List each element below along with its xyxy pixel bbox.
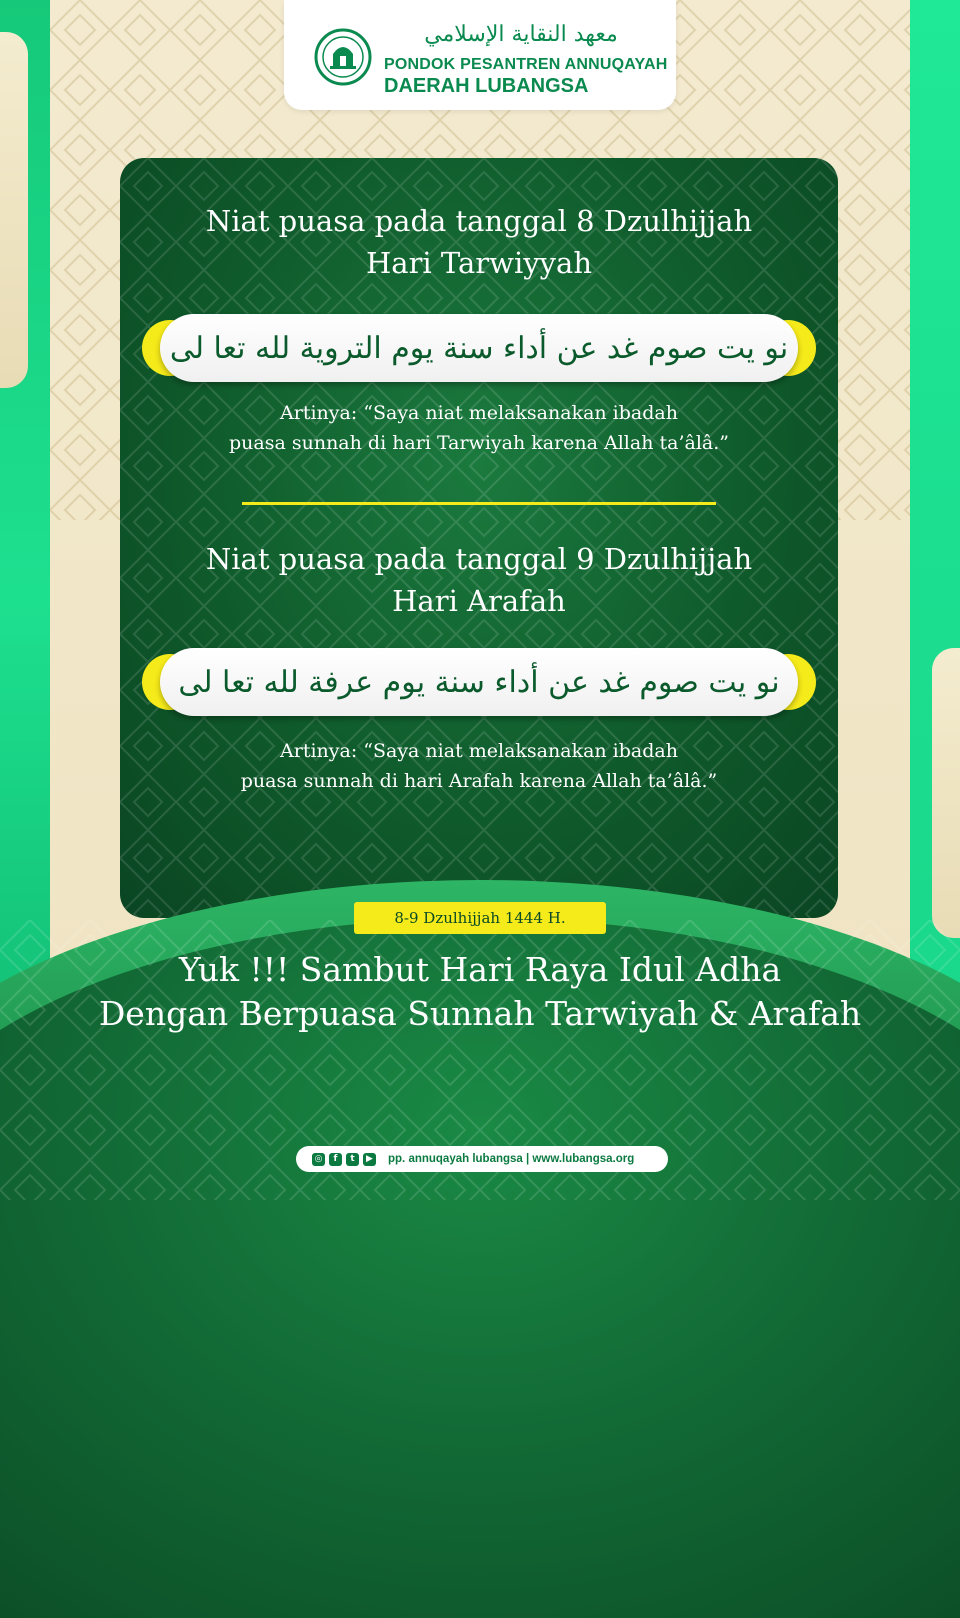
twitter-icon[interactable]: t	[346, 1153, 359, 1166]
facebook-icon[interactable]: f	[329, 1153, 342, 1166]
section2-meaning-line1: Artinya: “Saya niat melaksanakan ibadah	[280, 740, 678, 762]
section-divider	[242, 502, 716, 505]
left-side-tab	[0, 32, 28, 388]
footer-bar	[296, 1146, 668, 1172]
youtube-icon[interactable]: ▶	[363, 1153, 376, 1166]
section1-meaning	[120, 398, 838, 458]
promo-line2: Dengan Berpuasa Sunnah Tarwiyah & Arafah	[98, 994, 862, 1033]
section1-meaning-line2: puasa sunnah di hari Tarwiyah karena Allah ta’âlâ.”	[229, 432, 729, 454]
section1-arabic-text: نو يت صوم غد عن أداء سنة يوم التروية لله تعا لى	[169, 330, 789, 366]
instagram-icon[interactable]: ◎	[312, 1153, 325, 1166]
section2-pill-body	[160, 648, 798, 716]
section2-arabic-pill	[142, 648, 816, 716]
promo-headline	[0, 948, 960, 1036]
section1-title-line1: Niat puasa pada tanggal 8 Dzulhijjah	[205, 204, 753, 238]
section1-title	[120, 200, 838, 284]
section2-arabic-text: نو يت صوم غد عن أداء سنة يوم عرفة لله تعا لى	[178, 664, 780, 700]
promo-line1: Yuk !!! Sambut Hari Raya Idul Adha	[178, 950, 782, 989]
header-region-name: DAERAH LUBANGSA	[384, 75, 589, 97]
section1-title-line2: Hari Tarwiyyah	[365, 246, 592, 280]
section1-arabic-pill	[142, 314, 816, 382]
niat-card	[120, 158, 838, 918]
section2-title-line1: Niat puasa pada tanggal 9 Dzulhijjah	[205, 542, 753, 576]
section2-meaning	[120, 736, 838, 796]
footer-contact-text[interactable]: pp. annuqayah lubangsa | www.lubangsa.org	[388, 1153, 635, 1165]
right-side-tab	[932, 648, 960, 938]
date-badge: 8-9 Dzulhijjah 1444 H.	[354, 902, 606, 934]
section2-meaning-line2: puasa sunnah di hari Arafah karena Allah ta’âlâ.”	[240, 770, 718, 792]
section2-title-line2: Hari Arafah	[392, 584, 566, 618]
header-banner	[284, 0, 676, 110]
section2-title	[120, 538, 838, 622]
social-icons	[312, 1153, 376, 1166]
header-arabic-name: معهد النقاية الإسلامي	[424, 22, 618, 47]
pesantren-logo-icon	[314, 28, 372, 86]
header-institution-name: PONDOK PESANTREN ANNUQAYAH	[384, 56, 668, 73]
section1-pill-body	[160, 314, 798, 382]
section1-meaning-line1: Artinya: “Saya niat melaksanakan ibadah	[280, 402, 678, 424]
